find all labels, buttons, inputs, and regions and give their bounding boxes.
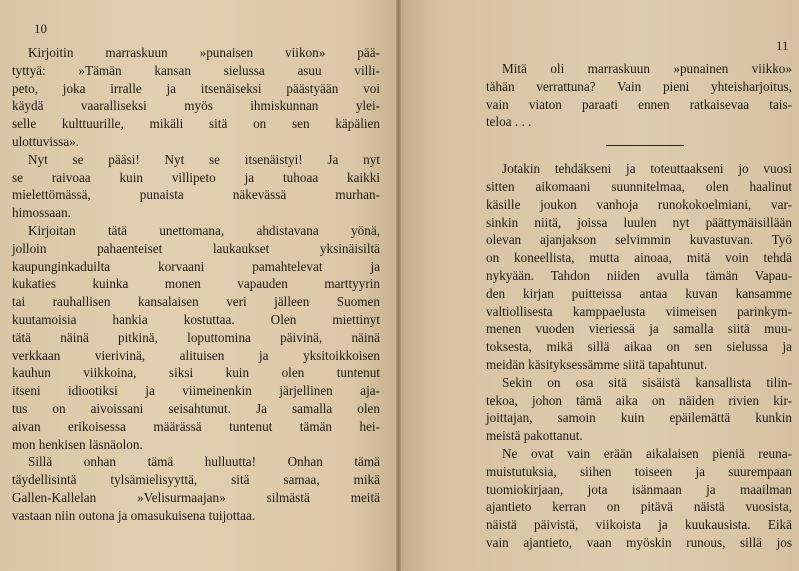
text-line: täydellisintä tylsämielisyyttä, sitä samaa, mikä (12, 472, 380, 488)
text-line: tyttyä: »Tämän kansan sielussa asuu villi- (12, 62, 380, 78)
text-line: toksesta, mikä sillä aikaa on sen sielussa ja (486, 339, 792, 355)
text-line: käsille joukon vanhoja runokokoelmiani, var- (486, 196, 792, 212)
text-line: kukaties kuinka monen vapauden marttyyrin (12, 276, 380, 292)
text-line: meidän käsityksessämme siitä tapahtunut. (486, 356, 708, 372)
text-line: sitten aikomaani suunnitelmaa, olen haalinut (486, 178, 792, 194)
left-page-number: 10 (34, 21, 47, 36)
text-line: Mitä oli marraskuun »punainen viikko» (502, 61, 792, 76)
text-line: meistä pakottanut. (486, 428, 583, 444)
section-divider (606, 145, 684, 146)
left-page-text (12, 44, 380, 525)
text-line: kaupunginkaduilta korvaani pamahtelevat ja (12, 258, 380, 274)
text-line: tätä näinä pitkinä, loputtomina päivinä, näinä (12, 329, 380, 345)
text-line: Jotakin tehdäkseni ja toteuttaakseni jo vuosi (502, 161, 792, 177)
text-line: Kirjoitin marraskuun »punaisen viikon» pää- (28, 45, 380, 60)
text-line: tus on aivoissani seisahtunut. Ja samalla olen (12, 400, 380, 416)
text-line: tekoa, johon tämä aika on näiden rivien kir- (486, 392, 792, 408)
text-line: aivan erikoisessa määrässä tuntenut tämän hei- (12, 418, 380, 434)
right-page-text (486, 60, 792, 552)
text-line: näistä päivistä, viikoista ja kuukausista. Eikä (486, 517, 792, 533)
text-line: joittajan, samoin kuin epäilemättä kunkin (486, 410, 792, 426)
text-line: olevan ajanjakson selvimmin kuvastuvan. Työ (486, 232, 792, 248)
text-line: se raivoaa kuin villipeto ja tuhoaa kaikki (12, 169, 380, 185)
text-line: tuomiokirjaan, jota isänmaan ja maailman (486, 481, 792, 497)
right-page-number: 11 (776, 38, 789, 53)
text-line: Kirjoitan tätä unettomana, ahdistavana yönä, (28, 222, 380, 238)
text-line: Nyt se pääsi! Nyt se itsenäistyi! Ja nyt (28, 151, 380, 167)
text-line: tähän verrattuna? Vain pieni yhteisharjoitus, (486, 78, 792, 94)
text-line: itseni idiootiksi ja viimeinenkin järjellinen aja- (12, 383, 380, 399)
text-line: vain viaton paraati ennen ratkaisevaa tais- (486, 96, 792, 112)
text-line: Sekin on osa sitä sisäistä kansallista tilin- (502, 374, 792, 390)
text-line: den kirjan puitteissa antaa kuvan kansamme (486, 285, 792, 301)
text-line: ulottuvissa». (12, 133, 80, 149)
text-line: on koneellista, mutta ainoaa, mitä voin tehdä (486, 250, 792, 266)
text-line: vain ajantieto, vaan myöskin runous, sillä jos (486, 534, 792, 550)
text-line: valtiollisesta kamppaelusta viimeisen parinkym- (486, 303, 792, 319)
text-line: mielettömässä, punaista näkevässä murhan- (12, 187, 380, 203)
text-line: Sillä onhan tämä hulluutta! Onhan tämä (28, 454, 380, 470)
text-line: kauhun viikkoina, siksi kuin olen tuntenut (12, 365, 380, 381)
text-line: mon henkisen läsnäolon. (12, 436, 143, 452)
text-line: vastaan niin outona ja omasukuisena tuijottaa. (12, 507, 256, 523)
text-line: sinkin niitä, joissa luulen nyt päättymäisillään (486, 214, 792, 230)
text-line: kuutamoisia hankia kostuttaa. Olen miettinyt (12, 311, 380, 327)
text-line: selle kulttuurille, mikäli sitä on sen käpälien (12, 116, 380, 132)
text-line: verkkaan vierivinä, alituisen ja yksitoikkoisen (12, 347, 380, 363)
text-line: muistutuksia, siihen toiseen ja suurempaan (486, 463, 792, 479)
text-line: Gallen-Kallelan »Velisurmaajan» silmästä meitä (12, 489, 380, 505)
text-line: himossaan. (12, 205, 71, 221)
text-line: jolloin pahaenteiset laukaukset yksinäisiltä (12, 240, 380, 256)
text-line: peto, joka irralle ja itsenäiseksi päästyään voi (12, 80, 380, 96)
text-line: menen vuoden vieriessä ja samalla siitä muu- (486, 321, 792, 337)
text-line: ajantieto kerran on pitävä näistä vuosista, (486, 499, 792, 515)
book-gutter (396, 0, 401, 571)
text-line: tai rauhallisen kansalaisen veri jälleen Suomen (12, 294, 380, 310)
text-line: käydä vaaralliseksi myös ihmiskunnan ylei- (12, 98, 380, 114)
text-line: teloa . . . (486, 114, 532, 130)
text-line: nykyään. Tahdon niiden avulla tämän Vapau- (486, 267, 792, 283)
text-line: Ne ovat vain erään aikalaisen pieniä reuna- (502, 445, 792, 461)
